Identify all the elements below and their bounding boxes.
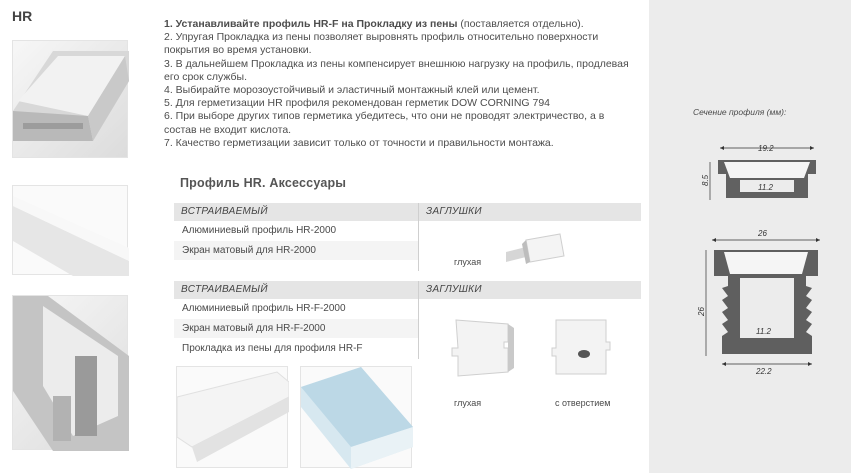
group1-item: Экран матовый для HR-2000 (174, 241, 418, 260)
group1-item: Алюминиевый профиль HR-2000 (182, 225, 337, 236)
large-height-label: 26 (697, 307, 706, 316)
small-inner-label: 11.2 (758, 183, 773, 192)
diffuser-hrf-image (177, 367, 289, 469)
large-width-label: 26 (758, 229, 767, 238)
group2-item: Алюминиевый профиль HR-F-2000 (182, 303, 346, 314)
cap-caption-hole: с отверстием (555, 398, 611, 408)
profile-hrf-image (13, 296, 129, 451)
group2-divider (418, 281, 419, 359)
instruction-item: 7. Качество герметизации зависит только от точности и правильности монтажа. (164, 136, 554, 149)
large-profile-section (694, 226, 824, 376)
instruction-text: (поставляется отдельно). (457, 18, 584, 30)
profile-hr-image (13, 41, 129, 159)
diffuser-photo (12, 185, 128, 275)
page-title: HR (12, 8, 33, 24)
end-cap-solid-icon (498, 226, 570, 270)
large-inner-label: 11.2 (756, 327, 771, 336)
large-base-label: 22.2 (756, 367, 772, 376)
end-cap-solid-large-icon (448, 312, 520, 384)
foam-gasket-photo (300, 366, 412, 468)
instruction-item (164, 18, 639, 31)
group1-divider (418, 203, 419, 271)
instruction-item: 4. Выбирайте морозоустойчивый и эластичный монтажный клей или цемент. (164, 84, 540, 97)
small-height-label: 8.5 (701, 174, 710, 186)
instruction-item: 2. Упругая Прокладка из пены позволяет выровнять профиль относительно поверхности покрытия во время установки. (164, 31, 599, 57)
profile-hrf-photo (12, 295, 128, 450)
instruction-bold: 1. Устанавливайте профиль HR-F на Прокладку из пены (164, 18, 458, 30)
instruction-item: 3. В дальнейшем Прокладка из пены компенсирует внешнюю нагрузку на профиль, продлевая его срок службы. (164, 57, 629, 83)
group2-item: Прокладка из пены для профиля HR-F (182, 343, 363, 354)
instruction-item: 5. Для герметизации HR профиля рекомендован герметик DOW CORNING 794 (164, 97, 551, 110)
group2-item: Экран матовый для HR-F-2000 (174, 319, 418, 338)
group2-right-label: ЗАГЛУШКИ (426, 284, 482, 295)
diffuser-hrf-photo (176, 366, 288, 468)
diffuser-image (13, 186, 129, 276)
cap-caption-solid: глухая (454, 257, 482, 267)
small-width-label: 19.2 (758, 144, 774, 153)
group1-right-label: ЗАГЛУШКИ (426, 206, 482, 217)
group1-left-label: ВСТРАИВАЕМЫЙ (181, 206, 268, 217)
small-profile-section (696, 138, 826, 208)
end-cap-hole-icon (546, 312, 618, 384)
cap-caption-solid-2: глухая (454, 398, 482, 408)
instructions-list (164, 18, 639, 150)
cross-section-header: Сечение профиля (мм): (693, 107, 787, 117)
foam-gasket-image (301, 367, 413, 469)
group2-left-label: ВСТРАИВАЕМЫЙ (181, 284, 268, 295)
instruction-item: 6. При выборе других типов герметика убедитесь, что они не проводят электричество, а в состав не входит кислота. (164, 110, 605, 136)
accessories-title: Профиль HR. Аксессуары (180, 176, 347, 190)
profile-hr-photo (12, 40, 128, 158)
